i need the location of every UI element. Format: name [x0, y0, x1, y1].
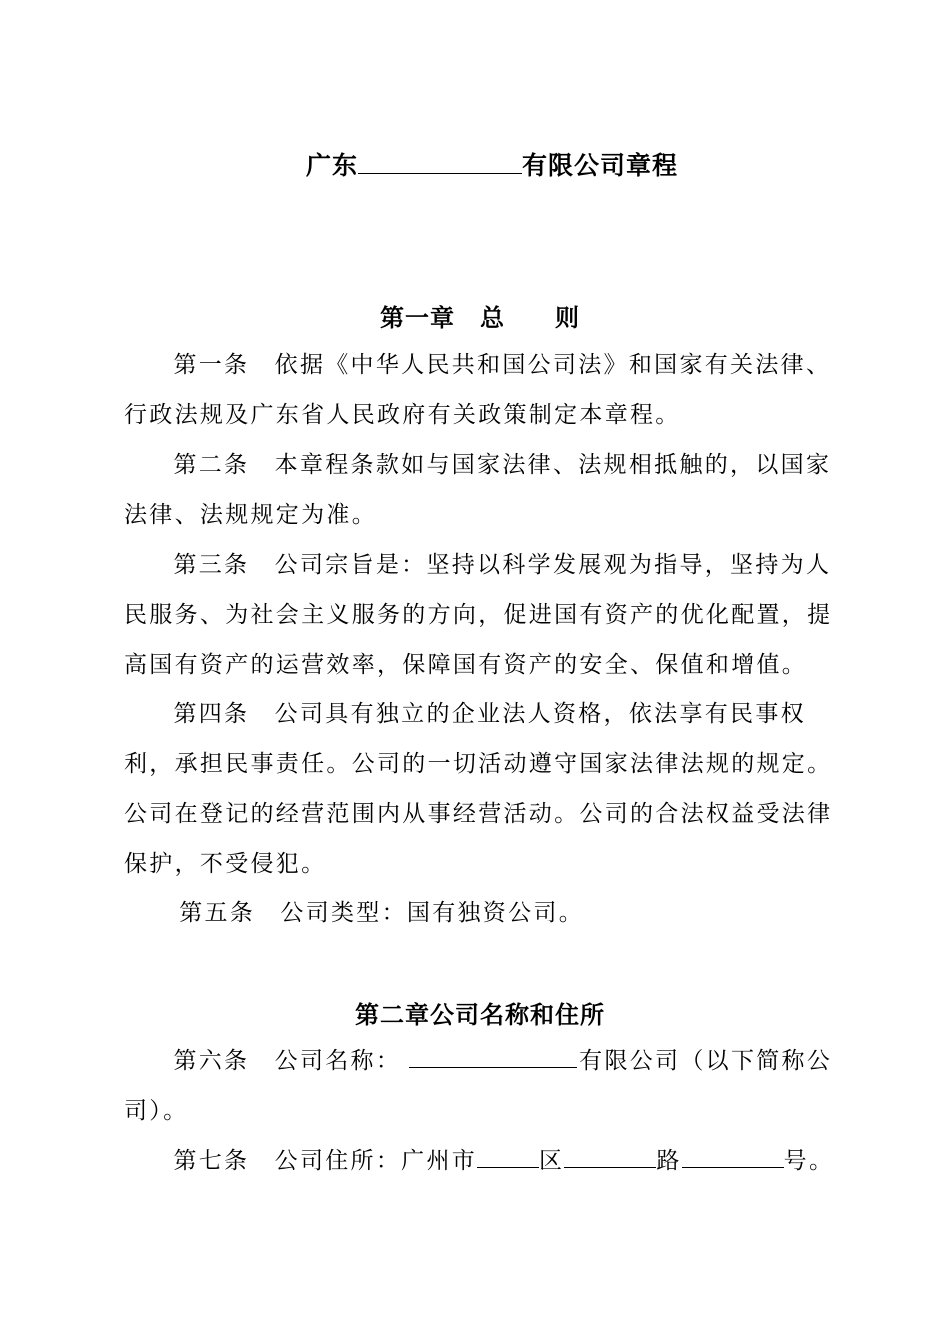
article-3 — [124, 540, 844, 690]
article-label: 第六条 — [173, 1048, 250, 1074]
article-text: 公司宗旨是：坚持以科学发展观为指导，坚持为人民服务、为社会主义服务的方向，促进国有资产的优化配置，提高国有资产的运营效率，保障国有资产的安全、保值和增值。 — [124, 552, 833, 678]
article-text: 依据《中华人民共和国公司法》和国家有关法律、行政法规及广东省人民政府有关政策制定本章程。 — [124, 352, 832, 428]
chapter-1-heading: 第一章 总 则 — [380, 304, 580, 332]
article-prefix: 公司住所：广州市 — [274, 1148, 478, 1174]
district-blank — [477, 1166, 539, 1168]
article-label: 第二条 — [173, 452, 250, 478]
title-suffix: 有限公司章程 — [522, 151, 679, 180]
title-prefix: 广东 — [305, 151, 358, 180]
number-label: 号。 — [783, 1148, 835, 1174]
article-4 — [124, 689, 844, 889]
road-blank — [564, 1166, 656, 1168]
road-label: 路 — [656, 1148, 682, 1174]
article-text: 公司类型：国有独资公司。 — [280, 900, 584, 926]
article-label: 第五条 — [179, 900, 256, 926]
article-text: 公司具有独立的企业法人资格，依法享有民事权利，承担民事责任。公司的一切活动遵守国家法律法规的规定。公司在登记的经营范围内从事经营活动。公司的合法权益受法律保护，不受侵犯。 — [124, 701, 833, 877]
number-blank — [682, 1166, 784, 1168]
article-label: 第三条 — [173, 552, 250, 578]
article-suffix: 有限公司（以下简称公司）。 — [124, 1048, 833, 1124]
district-label: 区 — [539, 1148, 565, 1174]
article-1 — [124, 340, 844, 440]
article-6 — [124, 1036, 844, 1136]
company-name-blank — [409, 1066, 577, 1068]
company-name-blank — [358, 172, 522, 174]
article-2 — [124, 440, 844, 540]
article-7 — [124, 1136, 844, 1186]
article-label: 第一条 — [173, 352, 250, 378]
article-5 — [124, 888, 844, 938]
article-label: 第四条 — [173, 701, 250, 727]
document-title — [0, 146, 950, 182]
chapter-2-heading: 第二章公司名称和住所 — [355, 1001, 605, 1029]
article-prefix: 公司名称： — [274, 1048, 402, 1074]
article-label: 第七条 — [173, 1148, 250, 1174]
article-text: 本章程条款如与国家法律、法规相抵触的，以国家法律、法规规定为准。 — [124, 452, 832, 528]
